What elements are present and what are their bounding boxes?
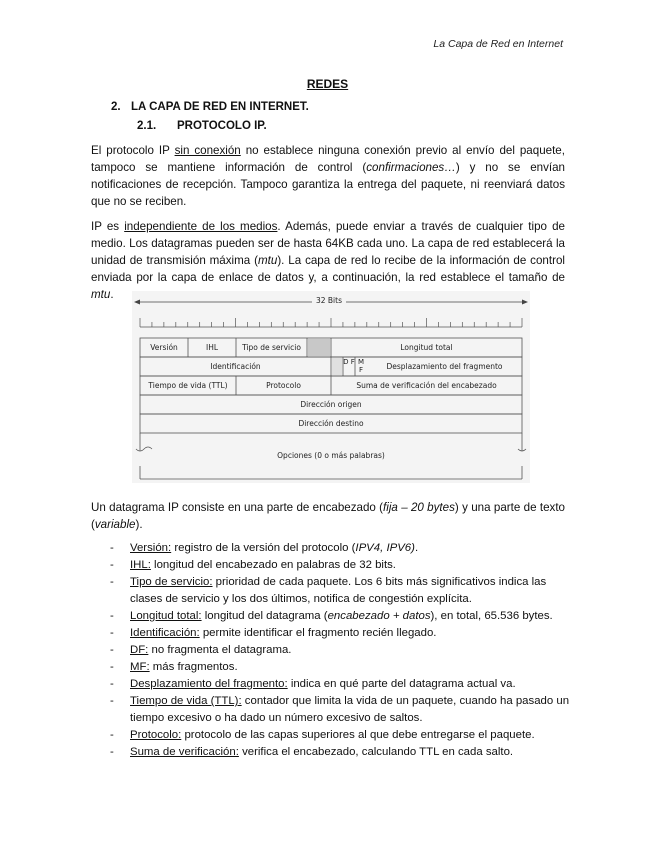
list-item: - MF: más fragmentos. <box>110 661 238 673</box>
field-definitions-list <box>110 540 570 761</box>
document-title: REDES <box>306 77 349 91</box>
field-protocol: Protocolo <box>266 381 301 390</box>
field-frag-offset: Desplazamiento del fragmento <box>386 362 503 371</box>
paragraph-connectionless: El protocolo IP sin conexión no establece ninguna conexión previo al envío del paquete, tampoco se mantiene información de control (confirmaciones…) y no se envían notificaciones de recepción. Tampoco garantiza la entrega del paquete, ni reenviará datos que no se reciben. <box>91 144 566 208</box>
subsection-number: 2.1. <box>137 120 157 132</box>
paragraph-datagram: Un datagrama IP consiste en una parte de encabezado (fija – 20 bytes) y una parte de texto (variable). <box>91 501 565 531</box>
field-df: D F <box>343 358 355 366</box>
field-ttl: Tiempo de vida (TTL) <box>148 381 228 390</box>
list-item: - DF: no fragmenta el datagrama. <box>110 644 292 656</box>
field-total-length: Longitud total <box>400 343 453 352</box>
field-mf: M F <box>357 358 365 374</box>
running-header: La Capa de Red en Internet <box>433 38 563 50</box>
list-item: - Versión: registro de la versión del protocolo (IPV4, IPV6). <box>110 542 419 554</box>
field-source-address: Dirección origen <box>300 400 362 409</box>
list-item: - Tiempo de vida (TTL): contador que limita la vida de un paquete, cuando ha pasado un tiempo excesivo o ha dado un número excesivo de saltos. <box>110 695 570 724</box>
term-independiente: independiente de los medios <box>124 220 278 233</box>
list-item: - Identificación: permite identificar el fragmento recién llegado. <box>110 627 437 639</box>
list-item: - Tipo de servicio: prioridad de cada paquete. Los 6 bits más significativos indica las clases de servicio y los dos últimos, notifica de congestión explícita. <box>110 576 547 605</box>
list-item: - Suma de verificación: verifica el encabezado, calculando TTL en cada salto. <box>110 746 514 758</box>
list-item: - Desplazamiento del fragmento: indica en qué parte del datagrama actual va. <box>110 678 516 690</box>
bits-label: 32 Bits <box>312 296 346 305</box>
paragraph-media-independent: IP es independiente de los medios. Además, puede enviar a través de cualquier tipo de medio. Los datagramas pueden ser de hasta 64KB cada uno. La capa de red establecerá la unidad de transmisión máxima (mtu). La capa de red lo recibe de la información de control enviada por la capa de enlace de datos y, a continuación, la red establece el tamaño de mtu. <box>91 220 565 301</box>
field-identification: Identificación <box>210 362 261 371</box>
list-item: - Protocolo: protocolo de las capas superiores al que debe entregarse el paquete. <box>110 729 535 741</box>
field-checksum: Suma de verificación del encabezado <box>356 381 497 390</box>
field-ihl: IHL <box>205 343 219 352</box>
list-item: - IHL: longitud del encabezado en palabras de 32 bits. <box>110 559 396 571</box>
field-options: Opciones (0 o más palabras) <box>277 451 385 460</box>
ip-header-diagram <box>132 291 530 483</box>
list-item: - Longitud total: longitud del datagrama (encabezado + datos), en total, 65.536 bytes. <box>110 610 553 622</box>
field-destination-address: Dirección destino <box>298 419 364 428</box>
section-title: LA CAPA DE RED EN INTERNET. <box>131 101 309 113</box>
field-version: Versión <box>150 343 178 352</box>
subsection-title: PROTOCOLO IP. <box>177 120 267 132</box>
section-number: 2. <box>111 101 121 113</box>
term-sin-conexion: sin conexión <box>174 144 241 157</box>
section-heading <box>111 101 309 113</box>
field-tos: Tipo de servicio <box>242 343 301 352</box>
subsection-heading <box>137 120 267 132</box>
